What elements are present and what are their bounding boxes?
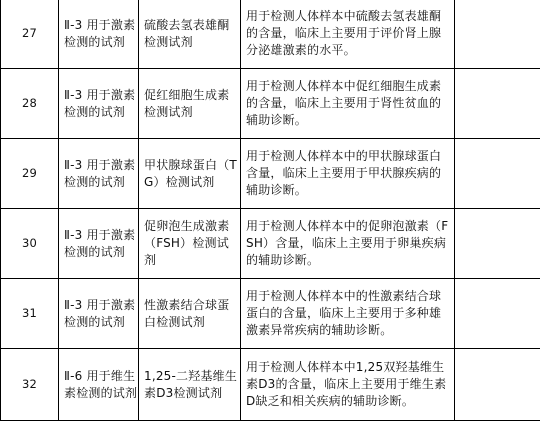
product-name-cell xyxy=(139,0,241,69)
product-name-cell xyxy=(139,69,241,139)
intended-use-text: 用于检测人体样本中的甲状腺球蛋白含量，临床上主要用于甲状腺疾病的辅助诊断。 xyxy=(246,149,442,197)
table-row xyxy=(1,279,540,349)
product-name-text: 硫酸去氢表雄酮检测试剂 xyxy=(144,17,230,49)
row-number-cell xyxy=(1,279,59,349)
category-cell xyxy=(59,139,139,209)
category-cell xyxy=(59,0,139,69)
category-text: Ⅱ-3 用于激素检测的试剂 xyxy=(64,157,136,189)
intended-use-cell xyxy=(241,349,455,421)
row-number: 32 xyxy=(21,377,38,391)
product-name-text: 1,25-二羟基维生素D3检测试剂 xyxy=(144,368,238,400)
empty-cell xyxy=(455,69,540,139)
intended-use-text: 用于检测人体样本中的促卵泡激素（FSH）含量，临床上主要用于卵巢疾病的辅助诊断。 xyxy=(246,219,449,267)
category-cell xyxy=(59,349,139,421)
row-number: 30 xyxy=(21,236,38,250)
category-text: Ⅱ-3 用于激素检测的试剂 xyxy=(64,17,136,49)
category-cell xyxy=(59,209,139,279)
intended-use-text: 用于检测人体样本中硫酸去氢表雄酮的含量，临床上主要用于评价肾上腺分泌雄激素的水平。 xyxy=(246,9,442,57)
intended-use-text: 用于检测人体样本中促红细胞生成素的含量，临床上主要用于肾性贫血的辅助诊断。 xyxy=(246,79,442,127)
intended-use-cell xyxy=(241,139,455,209)
table-row xyxy=(1,349,540,421)
row-number: 31 xyxy=(21,306,38,320)
category-text: Ⅱ-6 用于维生素检测的试剂 xyxy=(64,368,138,400)
intended-use-cell xyxy=(241,0,455,69)
product-name-text: 促红细胞生成素检测试剂 xyxy=(144,87,230,119)
empty-cell xyxy=(455,279,540,349)
product-name-text: 促卵泡生成激素（FSH）检测试剂 xyxy=(144,219,230,267)
product-name-text: 甲状腺球蛋白（TG）检测试剂 xyxy=(144,157,237,189)
product-name-text: 性激素结合球蛋白检测试剂 xyxy=(144,297,230,329)
row-number: 27 xyxy=(21,26,38,40)
row-number: 29 xyxy=(21,166,38,180)
table-row xyxy=(1,139,540,209)
intended-use-cell xyxy=(241,279,455,349)
empty-cell xyxy=(455,139,540,209)
row-number-cell xyxy=(1,349,59,421)
empty-cell xyxy=(455,0,540,69)
intended-use-cell xyxy=(241,209,455,279)
product-name-cell xyxy=(139,279,241,349)
category-cell xyxy=(59,69,139,139)
row-number-cell xyxy=(1,209,59,279)
row-number-cell xyxy=(1,139,59,209)
category-text: Ⅱ-3 用于激素检测的试剂 xyxy=(64,227,136,259)
intended-use-text: 用于检测人体样本中的性激素结合球蛋白的含量，临床上主要用于多种雄激素异常疾病的辅助诊断。 xyxy=(246,289,442,337)
empty-cell xyxy=(455,209,540,279)
empty-cell xyxy=(455,349,540,421)
row-number-cell xyxy=(1,0,59,69)
product-name-cell xyxy=(139,349,241,421)
row-number: 28 xyxy=(21,96,38,110)
category-cell xyxy=(59,279,139,349)
intended-use-cell xyxy=(241,69,455,139)
row-number-cell xyxy=(1,69,59,139)
category-text: Ⅱ-3 用于激素检测的试剂 xyxy=(64,297,136,329)
product-name-cell xyxy=(139,139,241,209)
product-name-cell xyxy=(139,209,241,279)
table-row xyxy=(1,209,540,279)
table-row xyxy=(1,69,540,139)
category-text: Ⅱ-3 用于激素检测的试剂 xyxy=(64,87,136,119)
intended-use-text: 用于检测人体样本中1,25双羟基维生素D3的含量，临床上主要用于维生素D缺乏和相关疾病的辅助诊断。 xyxy=(246,360,447,408)
table-row xyxy=(1,0,540,69)
